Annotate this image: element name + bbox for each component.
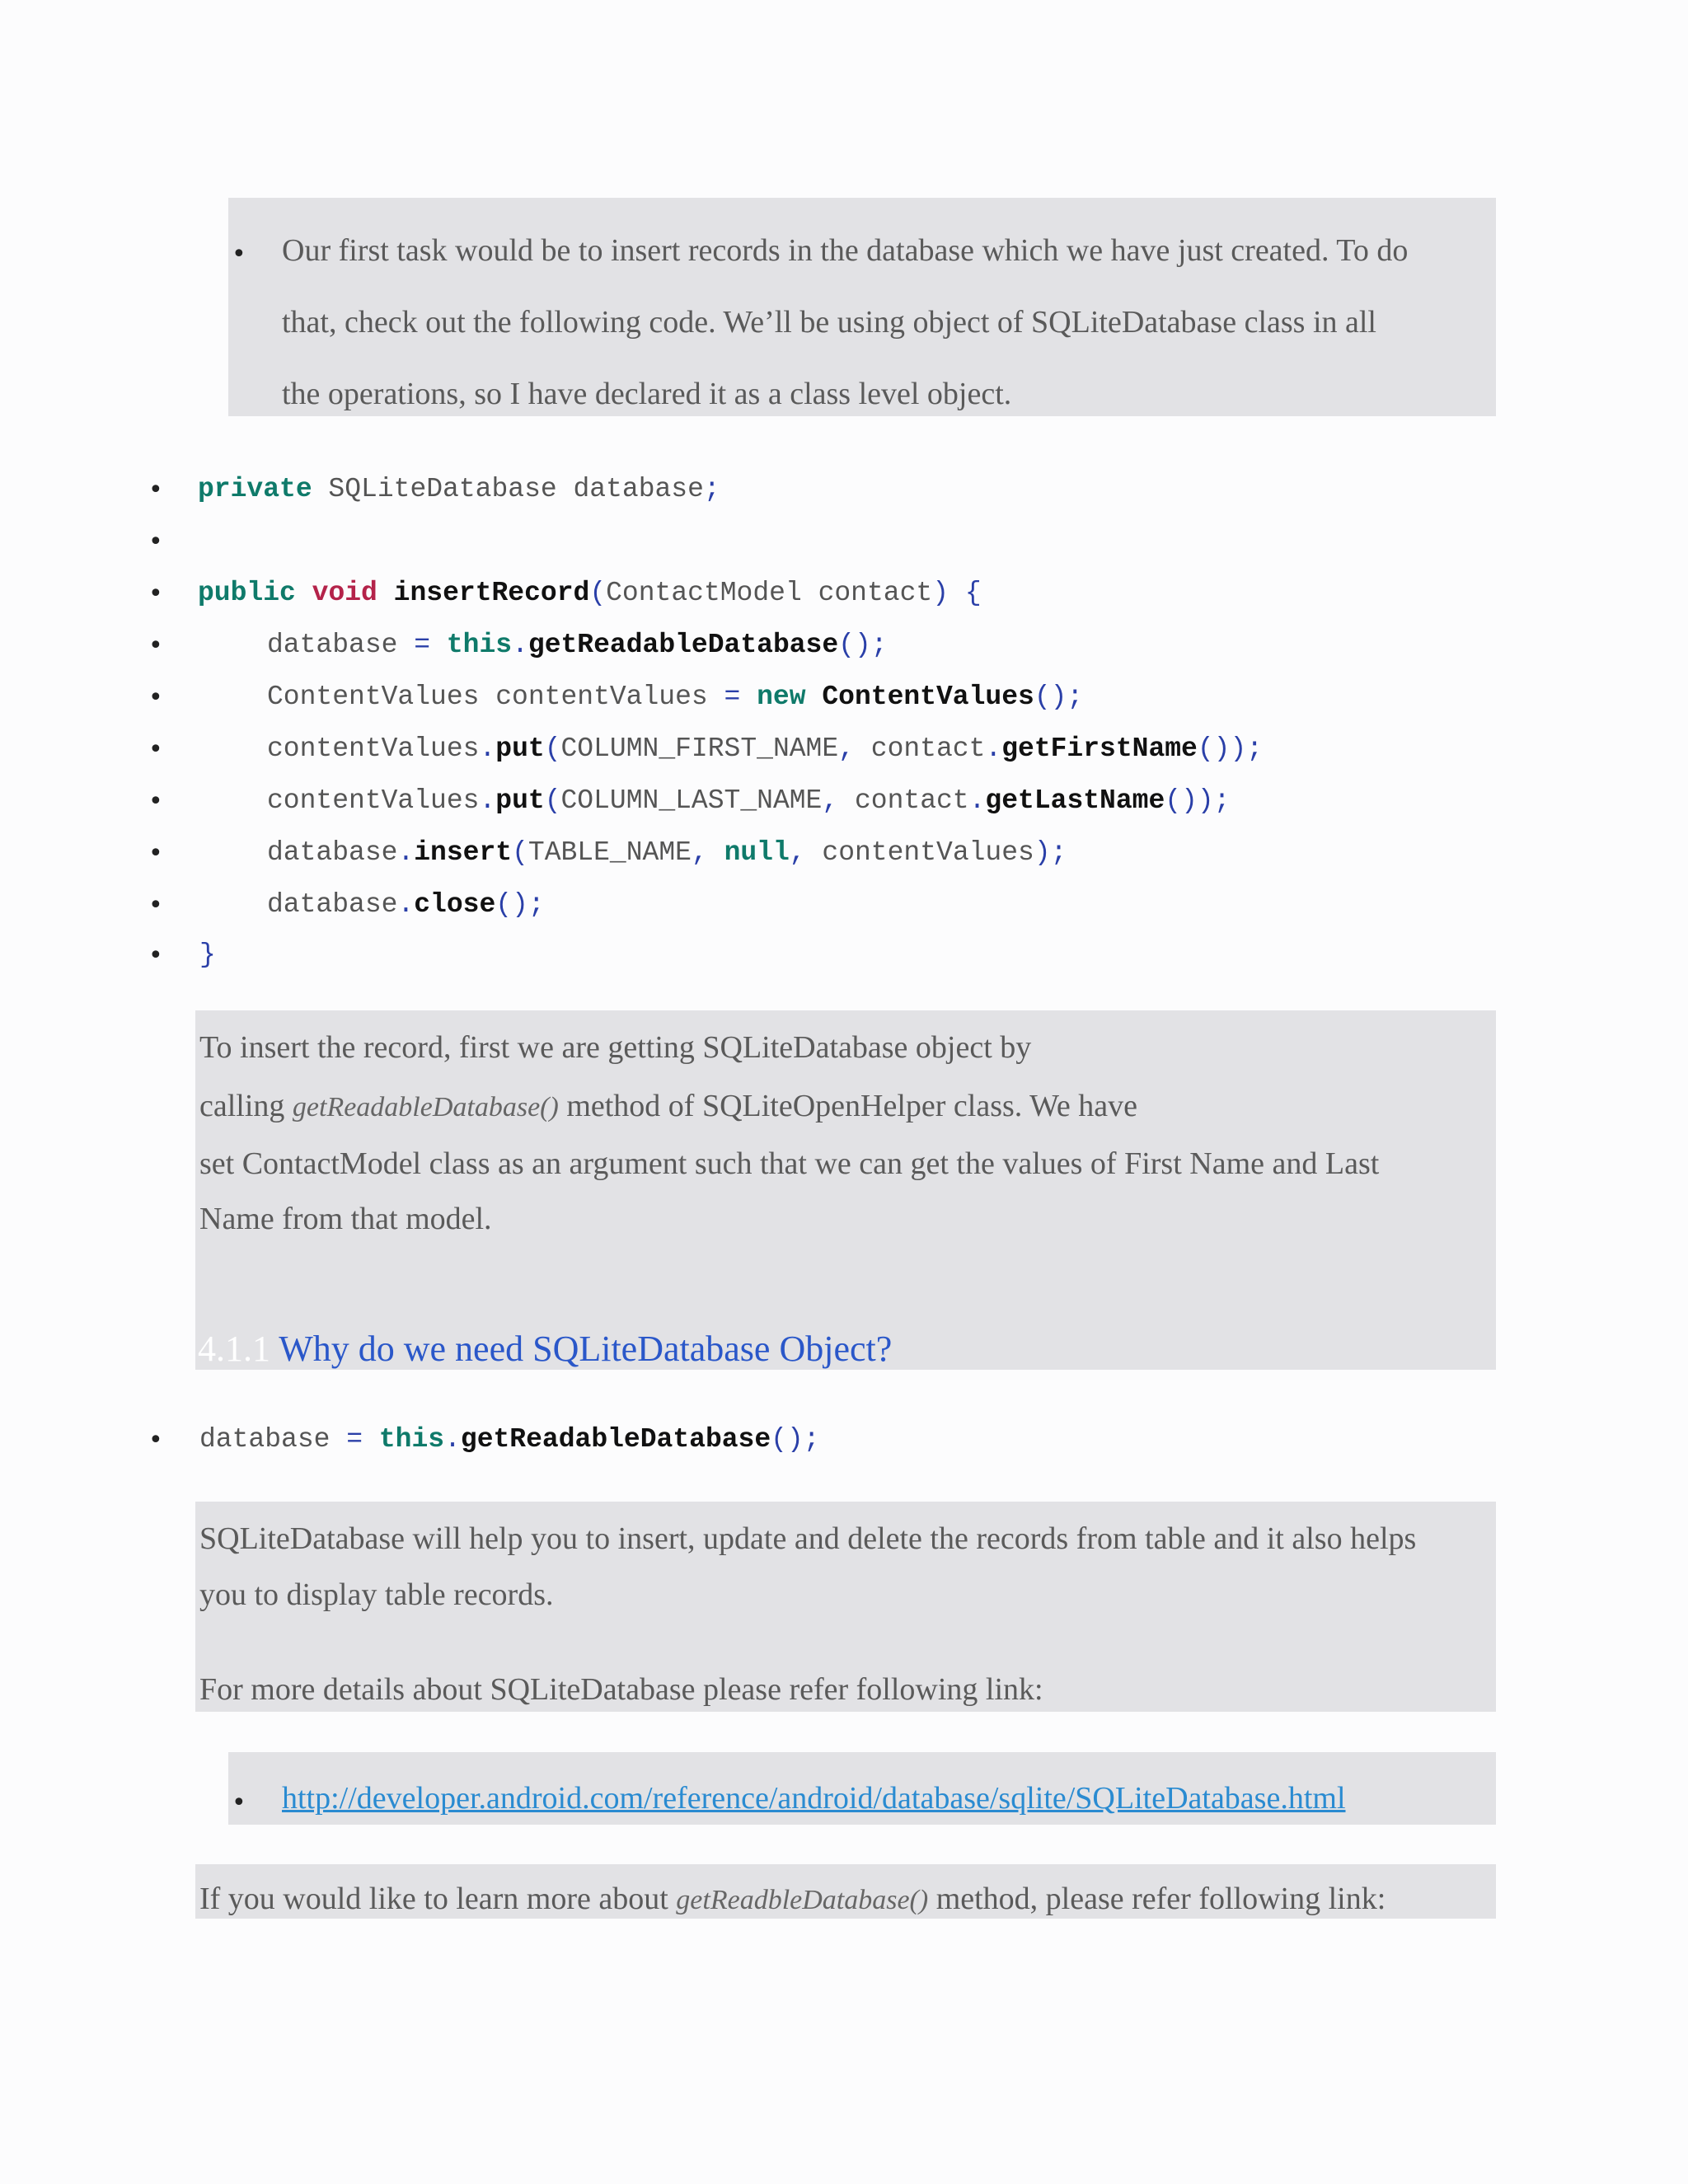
punctuation: ( <box>512 837 528 868</box>
last-text: method, please refer following link: <box>928 1882 1386 1916</box>
code-text: contact <box>838 785 969 816</box>
punctuation: ( <box>589 578 607 608</box>
punctuation: , <box>789 837 806 868</box>
reference-link-line <box>282 1780 1346 1816</box>
punctuation: (); <box>838 630 888 660</box>
code-line-10 <box>199 940 216 970</box>
keyword: private <box>198 474 312 504</box>
code-line-9 <box>267 889 545 920</box>
punctuation: = <box>414 630 431 660</box>
bullet: • <box>148 941 163 970</box>
keyword: public <box>198 578 296 608</box>
punctuation: ()); <box>1197 733 1264 764</box>
code-line-single <box>199 1424 820 1455</box>
code-text <box>740 682 757 712</box>
bullet: • <box>148 1426 163 1455</box>
method-name: insert <box>414 837 513 868</box>
code-text <box>430 630 447 660</box>
code-line-3 <box>198 578 982 608</box>
last-line <box>199 1881 1386 1917</box>
code-text: COLUMN_FIRST_NAME <box>560 733 839 764</box>
code-line-4 <box>267 630 888 660</box>
punctuation: . <box>397 837 415 868</box>
bullet: • <box>148 787 163 816</box>
code-text: COLUMN_LAST_NAME <box>560 785 823 816</box>
code-text: TABLE_NAME <box>528 837 692 868</box>
punctuation: , <box>691 837 708 868</box>
method-name: getReadableDatabase <box>460 1424 771 1455</box>
code-text <box>363 1424 379 1455</box>
punctuation: . <box>479 785 496 816</box>
punctuation: (); <box>495 889 545 920</box>
code-line-7 <box>267 785 1230 816</box>
method-name: getFirstName <box>1001 733 1198 764</box>
punctuation: . <box>397 889 415 920</box>
code-text: contentValues <box>267 733 480 764</box>
code-text: contentValues <box>267 785 480 816</box>
code-line-8 <box>267 837 1067 868</box>
bullet: • <box>148 735 163 764</box>
punctuation: = <box>346 1424 363 1455</box>
punctuation: ); <box>1034 837 1067 868</box>
explain-line-3: set ContactModel class as an argument such that we can get the values of First Name and Last <box>199 1146 1380 1181</box>
punctuation: . <box>444 1424 461 1455</box>
keyword: void <box>312 578 377 608</box>
punctuation: . <box>985 733 1002 764</box>
heading-number: 4.1.1 <box>198 1329 270 1369</box>
keyword: null <box>724 837 790 868</box>
code-line-6 <box>267 733 1263 764</box>
method-name: insertRecord <box>393 578 590 608</box>
code-text: database <box>267 889 398 920</box>
section-heading <box>198 1328 892 1370</box>
method-name: put <box>495 733 545 764</box>
method-reference: getReadbleDatabase() <box>676 1885 929 1915</box>
punctuation: , <box>822 785 839 816</box>
punctuation: ()); <box>1165 785 1231 816</box>
bullet: • <box>232 1788 246 1817</box>
punctuation: } <box>199 940 216 970</box>
code-text: contact <box>854 733 986 764</box>
code-line-1 <box>198 474 720 504</box>
explain-line-4: Name from that model. <box>199 1202 492 1236</box>
code-text: ContentValues contentValues <box>267 682 724 712</box>
code-text <box>708 837 724 868</box>
bullet: • <box>148 891 163 920</box>
punctuation: (); <box>1034 682 1084 712</box>
punctuation: , <box>838 733 855 764</box>
bullet: • <box>148 683 163 712</box>
code-text: database <box>199 1424 347 1455</box>
method-name: put <box>495 785 545 816</box>
intro-line-2: that, check out the following code. We’ll be using object of SQLiteDatabase class in all <box>282 305 1376 340</box>
method-reference: getReadableDatabase() <box>292 1092 559 1122</box>
bullet: • <box>148 579 163 608</box>
para-line-1: SQLiteDatabase will help you to insert, update and delete the records from table and it also helps <box>199 1521 1417 1556</box>
bullet: • <box>232 240 246 269</box>
punctuation: = <box>724 682 741 712</box>
punctuation: . <box>968 785 986 816</box>
punctuation: . <box>479 733 496 764</box>
keyword: new <box>757 682 806 712</box>
method-name: ContentValues <box>822 682 1034 712</box>
punctuation: ) <box>932 578 950 608</box>
punctuation: ; <box>703 474 720 504</box>
heading-title: Why do we need SQLiteDatabase Object? <box>279 1329 893 1369</box>
method-name: getReadableDatabase <box>528 630 839 660</box>
method-name: getLastName <box>985 785 1165 816</box>
keyword: this <box>378 1424 445 1455</box>
code-text: database <box>267 630 415 660</box>
reference-link[interactable]: http://developer.android.com/reference/android/database/sqlite/SQLiteDatabase.html <box>282 1781 1346 1816</box>
code-text: database <box>267 837 398 868</box>
code-line-5 <box>267 682 1083 712</box>
last-text: If you would like to learn more about <box>199 1882 677 1916</box>
explain-text: method of SQLiteOpenHelper class. We have <box>558 1089 1138 1123</box>
punctuation: ( <box>544 785 561 816</box>
para-line-3: For more details about SQLiteDatabase please refer following link: <box>199 1672 1043 1707</box>
method-name: close <box>414 889 496 920</box>
explain-line-2 <box>199 1088 1137 1124</box>
punctuation: { <box>949 578 982 608</box>
bullet: • <box>148 839 163 868</box>
intro-line-3: the operations, so I have declared it as a class level object. <box>282 377 1012 411</box>
code-text: ContactModel contact <box>606 578 933 608</box>
code-text: contentValues <box>805 837 1034 868</box>
para-line-2: you to display table records. <box>199 1577 554 1612</box>
punctuation: ( <box>544 733 561 764</box>
punctuation: (); <box>771 1424 820 1455</box>
code-text: SQLiteDatabase database <box>312 474 704 504</box>
code-text <box>806 682 823 712</box>
keyword: this <box>446 630 513 660</box>
intro-line-1: Our first task would be to insert records in the database which we have just created. To do <box>282 233 1409 268</box>
explain-line-1: To insert the record, first we are getting SQLiteDatabase object by <box>199 1030 1032 1065</box>
bullet: • <box>148 631 163 660</box>
bullet: • <box>148 476 163 504</box>
bullet: • <box>148 527 163 556</box>
explain-text: calling <box>199 1089 293 1123</box>
punctuation: . <box>512 630 528 660</box>
